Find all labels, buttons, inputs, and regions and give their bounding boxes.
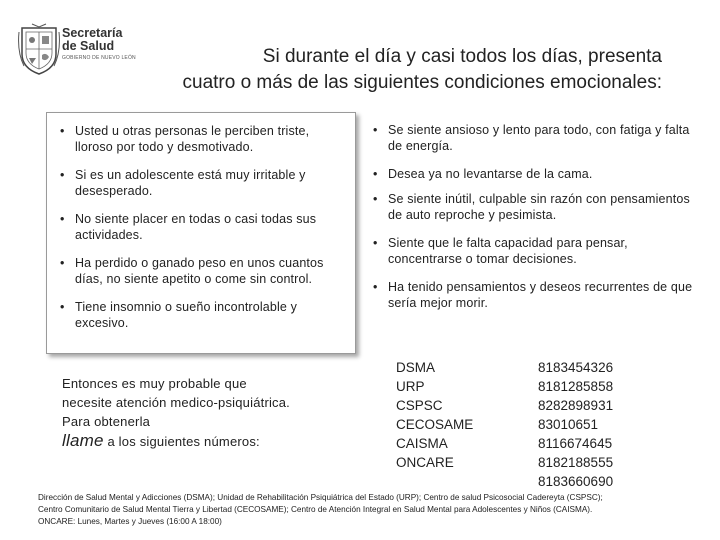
list-item: [47, 211, 347, 243]
list-item: [360, 279, 700, 311]
contact-name: CSPSC: [396, 398, 443, 413]
phone-number: 8183454326: [538, 360, 614, 375]
logo-subtitle: GOBIERNO DE NUEVO LEÓN: [62, 55, 136, 61]
title-line-1: Si durante el día y casi todos los días, presenta: [262, 46, 662, 67]
bullet-icon: •: [60, 124, 65, 138]
bullet-icon: •: [373, 192, 378, 206]
cta-text-before: Entonces es muy probable que necesite atención medico-psiquiátrica. Para obtenerla: [62, 376, 290, 429]
list-item: [360, 235, 700, 267]
contact-name: CAISMA: [396, 436, 448, 451]
list-item: [360, 122, 700, 154]
list-item: [47, 299, 347, 331]
condition-text: No siente placer en todas o casi todas sus actividades.: [75, 212, 317, 242]
page-title: [62, 44, 662, 96]
cta-text-after: a los siguientes números:: [107, 434, 260, 449]
list-item: [47, 255, 347, 287]
phone-number: 8183660690: [538, 474, 614, 489]
footnote-line-2: Centro Comunitario de Salud Mental Tierra y Libertad (CECOSAME); Centro de Atención Integral en Salud Mental para Adolescentes y Niños (CAISMA).: [38, 505, 593, 514]
condition-text: Se siente ansioso y lento para todo, con fatiga y falta de energía.: [388, 123, 690, 153]
bullet-icon: •: [60, 168, 65, 182]
condition-text: Siente que le falta capacidad para pensar, concentrarse o tomar decisiones.: [388, 236, 628, 266]
contact-names: [396, 358, 473, 472]
condition-text: Ha perdido o ganado peso en unos cuantos días, no siente apetito o come sin control.: [75, 256, 324, 286]
list-item: [47, 123, 347, 155]
contact-name: URP: [396, 379, 425, 394]
state-crest-icon: [18, 22, 60, 76]
condition-text: Desea ya no levantarse de la cama.: [388, 167, 593, 181]
footnote-line-1: Dirección de Salud Mental y Adicciones (DSMA); Unidad de Rehabilitación Psiquiátrica del Estado (URP); Centro de salud Psicosocial Cadereyta (CSPSC);: [38, 493, 603, 502]
list-item: [360, 166, 700, 182]
cta-emphasis: llame: [62, 431, 104, 450]
phone-number: 83010651: [538, 417, 599, 432]
phone-number: 8282898931: [538, 398, 614, 413]
condition-text: Ha tenido pensamientos y deseos recurrentes de que sería mejor morir.: [388, 280, 693, 310]
contact-name: DSMA: [396, 360, 436, 375]
condition-text: Tiene insomnio o sueño incontrolable y excesivo.: [75, 300, 298, 330]
footnote-line-3: ONCARE: Lunes, Martes y Jueves (16:00 A 18:00): [38, 517, 222, 526]
list-item: [47, 167, 347, 199]
bullet-icon: •: [60, 300, 65, 314]
call-to-action-text: [62, 374, 292, 451]
logo-title-line1: Secretaría: [62, 26, 123, 40]
footnote: [38, 492, 698, 528]
left-conditions-list: [47, 123, 347, 331]
bullet-icon: •: [373, 123, 378, 137]
left-conditions-box: [46, 112, 356, 354]
bullet-icon: •: [373, 167, 378, 181]
phone-number: 8182188555: [538, 455, 614, 470]
bullet-icon: •: [60, 212, 65, 226]
phone-number: 8116674645: [538, 436, 613, 451]
list-item: [360, 191, 700, 223]
bullet-icon: •: [373, 236, 378, 250]
condition-text: Si es un adolescente está muy irritable y desesperado.: [75, 168, 306, 198]
condition-text: Usted u otras personas le perciben triste, lloroso por todo y desmotivado.: [75, 124, 310, 154]
contact-name: CECOSAME: [396, 417, 474, 432]
condition-text: Se siente inútil, culpable sin razón con pensamientos de auto reproche y pesimista.: [388, 192, 690, 222]
bullet-icon: •: [373, 280, 378, 294]
right-conditions-list: [360, 122, 700, 311]
phone-number: 8181285858: [538, 379, 614, 394]
contact-name: ONCARE: [396, 455, 454, 470]
logo-title-line2: de Salud: [62, 39, 115, 53]
title-line-2: cuatro o más de las siguientes condiciones emocionales:: [182, 72, 662, 93]
bullet-icon: •: [60, 256, 65, 270]
contact-numbers: [538, 358, 613, 491]
